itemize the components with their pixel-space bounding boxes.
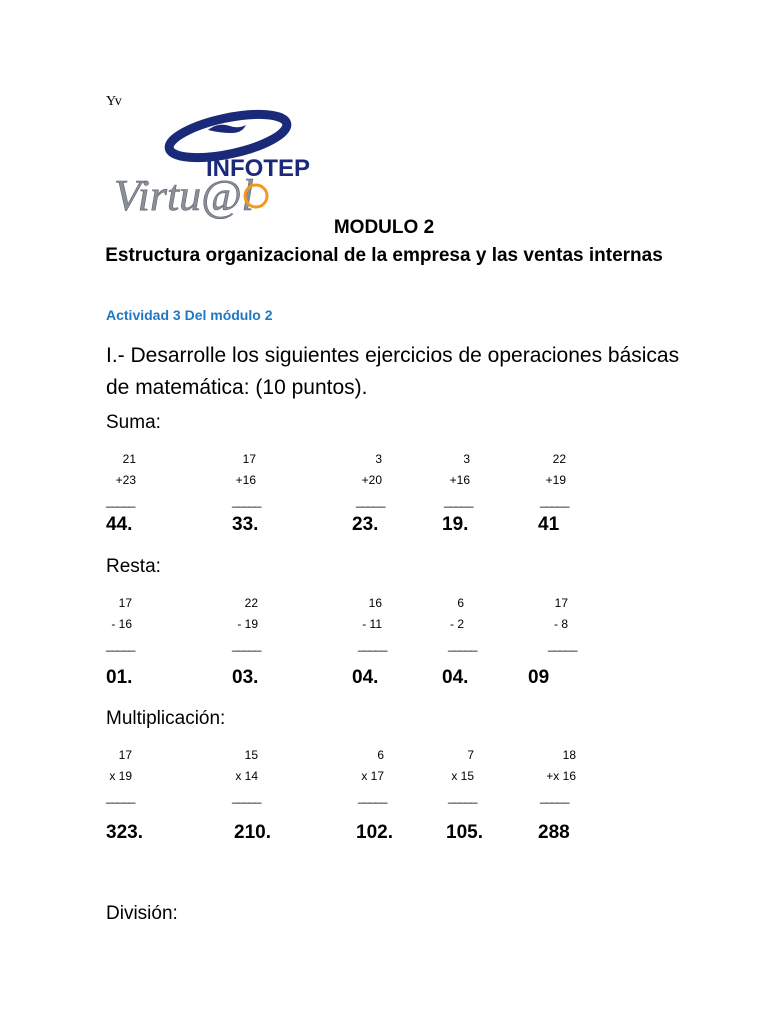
sub-answer-3: 04. — [352, 667, 379, 688]
result-line: _____ — [448, 638, 477, 652]
result-line: _____ — [358, 638, 387, 652]
result-line: _____ — [232, 638, 261, 652]
operand-bottom: x 15 — [451, 769, 474, 783]
sum-problem-5 — [540, 449, 569, 512]
sub-answer-1: 01. — [106, 667, 133, 688]
result-line: _____ — [232, 494, 261, 508]
instruction-text: I.- Desarrolle los siguientes ejercicios de operaciones básicas de matemática: (10 puntos). — [106, 344, 680, 399]
operand-bottom: x 19 — [109, 769, 132, 783]
operand-bottom: - 8 — [553, 617, 568, 631]
activity-title: Actividad 3 Del módulo 2 — [106, 307, 273, 323]
result-line: _____ — [540, 790, 569, 804]
result-line: _____ — [106, 790, 135, 804]
sum-answer-4: 19. — [442, 514, 469, 535]
sub-problem-5 — [548, 593, 577, 656]
sum-problem-3 — [356, 449, 385, 512]
operand-bottom: +x 16 — [546, 769, 576, 783]
top-text: Yv — [106, 94, 122, 109]
operand-bottom: +23 — [115, 473, 136, 487]
sub-problem-3 — [358, 593, 387, 656]
result-line: _____ — [444, 494, 473, 508]
sub-answer-4: 04. — [442, 667, 469, 688]
mul-answer-2: 210. — [234, 822, 271, 843]
sub-problem-4 — [448, 593, 477, 656]
sum-problem-2 — [232, 449, 261, 512]
sub-answer-2: 03. — [232, 667, 259, 688]
operand-top: 22 — [552, 452, 566, 466]
result-line: _____ — [232, 790, 261, 804]
mul-problem-1 — [106, 745, 135, 808]
sub-problem-1 — [106, 593, 135, 656]
result-line: _____ — [540, 494, 569, 508]
logo-virtual-text: Virtu@l — [114, 171, 254, 220]
operand-top: 18 — [562, 748, 576, 762]
sum-answer-5: 41 — [538, 514, 560, 535]
mul-problem-3 — [358, 745, 387, 808]
operand-bottom: - 2 — [449, 617, 464, 631]
operand-bottom: x 17 — [361, 769, 384, 783]
sum-answer-1: 44. — [106, 514, 133, 535]
operand-bottom: - 19 — [237, 617, 258, 631]
operand-top: 17 — [242, 452, 256, 466]
operand-top: 17 — [118, 596, 132, 610]
operand-top: 3 — [375, 452, 382, 466]
operand-top: 21 — [122, 452, 136, 466]
operand-bottom: +16 — [449, 473, 470, 487]
operand-top: 17 — [118, 748, 132, 762]
mul-problem-5 — [540, 745, 576, 808]
logo-infotep-text: INFOTEP — [206, 155, 311, 182]
module-title: MODULO 2 — [333, 217, 435, 238]
sub-problem-2 — [232, 593, 261, 656]
operand-bottom: - 16 — [111, 617, 132, 631]
sum-answer-2: 33. — [232, 514, 259, 535]
infotep-virtual-logo — [108, 108, 311, 220]
document-subtitle: Estructura organizacional de la empresa y las ventas internas — [105, 245, 663, 266]
mul-problem-2 — [232, 745, 261, 808]
result-line: _____ — [548, 638, 577, 652]
result-line: _____ — [106, 494, 135, 508]
operand-top: 3 — [463, 452, 470, 466]
operand-top: 16 — [368, 596, 382, 610]
operand-top: 7 — [467, 748, 474, 762]
result-line: _____ — [106, 638, 135, 652]
result-line: _____ — [358, 790, 387, 804]
operand-bottom: - 11 — [362, 617, 382, 631]
sub-answer-5: 09 — [528, 667, 550, 688]
mul-answer-1: 323. — [106, 822, 143, 843]
section-heading-division: División: — [106, 903, 178, 924]
sum-problem-4 — [444, 449, 473, 512]
operand-top: 17 — [554, 596, 568, 610]
sum-problem-1 — [106, 449, 136, 512]
operand-bottom: x 14 — [235, 769, 258, 783]
section-heading-resta: Resta: — [106, 556, 161, 577]
operand-bottom: +16 — [235, 473, 256, 487]
sum-answer-3: 23. — [352, 514, 379, 535]
operand-bottom: +19 — [545, 473, 566, 487]
section-heading-suma: Suma: — [106, 412, 161, 433]
operand-top: 6 — [457, 596, 464, 610]
section-heading-multiplicacion: Multiplicación: — [106, 708, 226, 729]
mul-answer-5: 288 — [538, 822, 570, 843]
operand-top: 6 — [377, 748, 384, 762]
result-line: _____ — [356, 494, 385, 508]
mul-answer-4: 105. — [446, 822, 483, 843]
mul-answer-3: 102. — [356, 822, 393, 843]
mul-problem-4 — [448, 745, 477, 808]
result-line: _____ — [448, 790, 477, 804]
operand-bottom: +20 — [361, 473, 382, 487]
operand-top: 15 — [244, 748, 258, 762]
operand-top: 22 — [244, 596, 258, 610]
